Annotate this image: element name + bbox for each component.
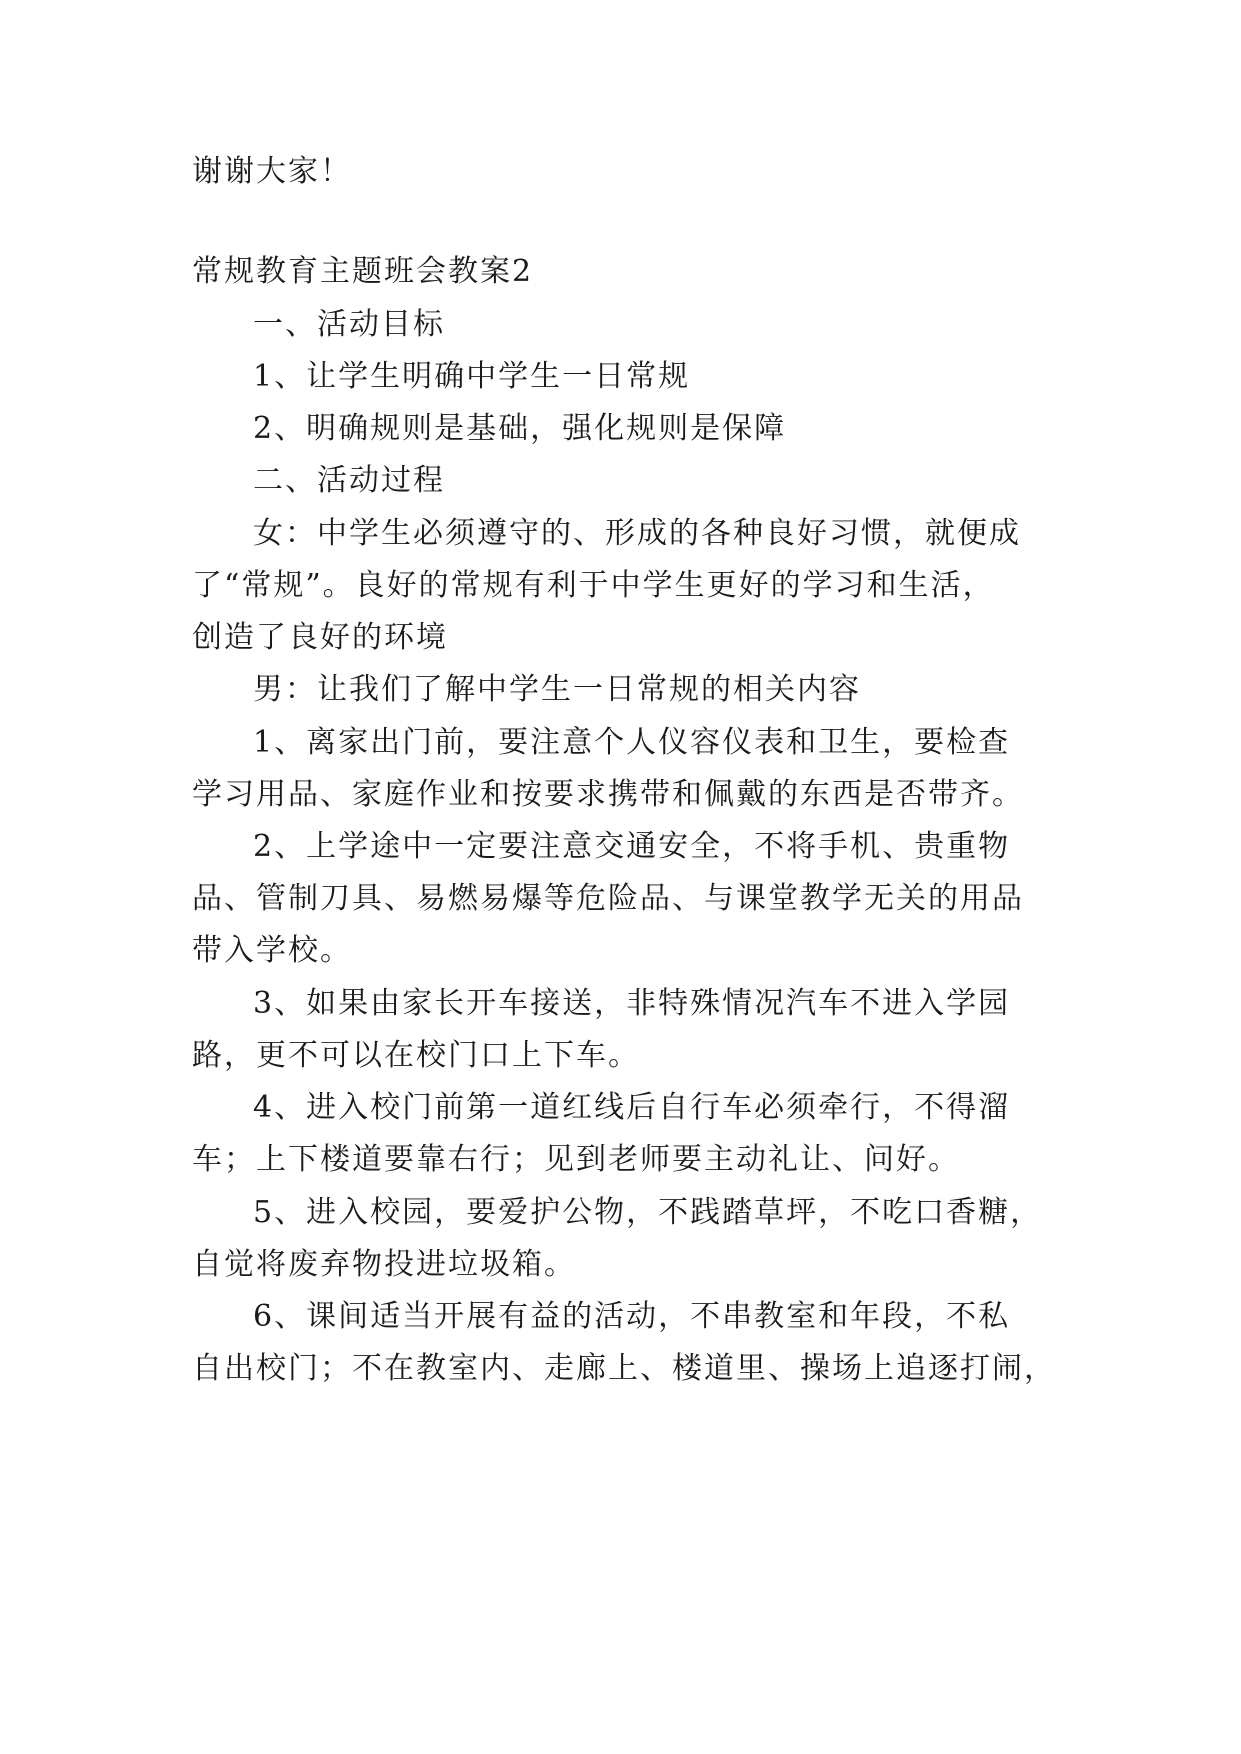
section-heading-process: 二、活动过程 (253, 463, 445, 498)
rule-item-2-line: 带入学校。 (192, 933, 352, 968)
rule-item-6-line: 6、课间适当开展有益的活动，不串教室和年段，不私 (253, 1299, 1011, 1334)
goal-item-2: 2、明确规则是基础，强化规则是保障 (253, 411, 787, 446)
rule-item-4-line: 4、进入校门前第一道红线后自行车必须牵行，不得溜 (253, 1090, 1011, 1125)
rule-item-1-line: 学习用品、家庭作业和按要求携带和佩戴的东西是否带齐。 (192, 777, 1024, 812)
paragraph-line: 创造了良好的环境 (192, 620, 448, 655)
goal-item-1: 1、让学生明确中学生一日常规 (253, 359, 691, 394)
rule-item-6-line: 自出校门；不在教室内、走廊上、楼道里、操场上追逐打闹， (192, 1351, 1056, 1386)
rule-item-5-line: 5、进入校园，要爱护公物，不践踏草坪，不吃口香糖， (253, 1195, 1043, 1230)
page-title: 常规教育主题班会教案2 (192, 254, 534, 289)
section-heading-goals: 一、活动目标 (253, 307, 445, 342)
closing-text: 谢谢大家！ (192, 154, 352, 189)
paragraph-line: 了“常规”。良好的常规有利于中学生更好的学习和生活， (192, 568, 995, 603)
rule-item-5-line: 自觉将废弃物投进垃圾箱。 (192, 1247, 576, 1282)
rule-item-3-line: 路，更不可以在校门口上下车。 (192, 1038, 640, 1073)
paragraph-line: 男：让我们了解中学生一日常规的相关内容 (253, 672, 861, 707)
rule-item-2-line: 品、管制刀具、易燃易爆等危险品、与课堂教学无关的用品 (192, 881, 1024, 916)
rule-item-1-line: 1、离家出门前，要注意个人仪容仪表和卫生，要检查 (253, 725, 1011, 760)
rule-item-4-line: 车；上下楼道要靠右行；见到老师要主动礼让、问好。 (192, 1142, 960, 1177)
rule-item-3-line: 3、如果由家长开车接送，非特殊情况汽车不进入学园 (253, 986, 1011, 1021)
paragraph-line: 女：中学生必须遵守的、形成的各种良好习惯，就便成 (253, 516, 1021, 551)
rule-item-2-line: 2、上学途中一定要注意交通安全，不将手机、贵重物 (253, 829, 1011, 864)
